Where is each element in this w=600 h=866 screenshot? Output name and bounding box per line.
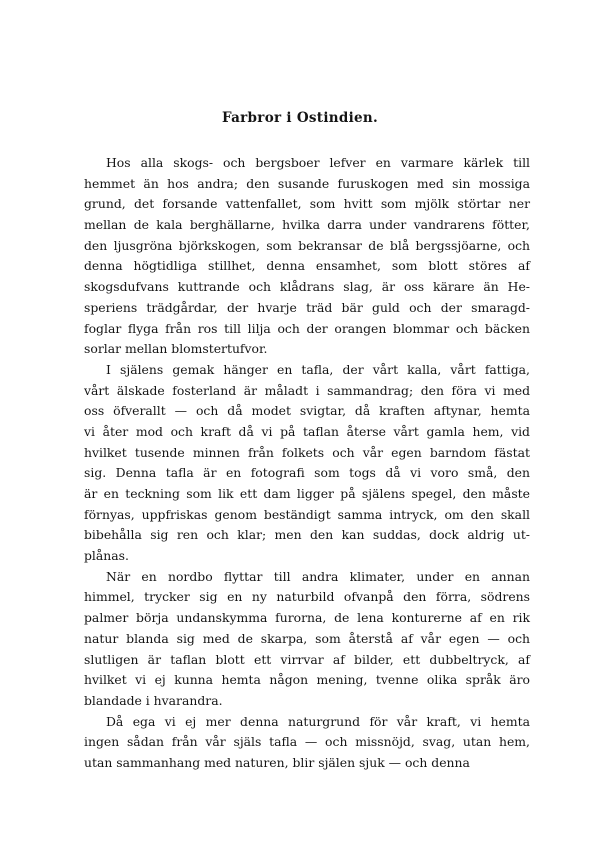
text-line: bibehålla sig ren och klar; men den kan suddas, dock aldrig ut-: [84, 527, 530, 543]
text-line: den ljusgröna björkskogen, som bekransar de blå bergssjöarne, och: [84, 237, 530, 253]
chapter-title: Farbror i Ostindien.: [221, 110, 379, 126]
paragraph: [84, 567, 530, 712]
paragraph: [84, 153, 530, 360]
paragraph: [84, 360, 530, 567]
text-line: hemmet än hos andra; den susande furuskogen med sin mossiga: [84, 175, 530, 191]
text-line: blandade i hvarandra.: [84, 692, 223, 708]
text-line: sorlar mellan blomstertufvor.: [84, 341, 268, 357]
text-line: denna högtidliga stillhet, denna ensamhet, som blott störes af: [84, 258, 530, 274]
text-line: är en teckning som lik ett dam ligger på själens spegel, den måste: [84, 486, 530, 501]
text-line: palmer börja undanskymma furorna, de lena konturerne af en rik: [84, 610, 530, 626]
text-line: himmel, trycker sig en ny naturbild ofvanpå den förra, södrens: [84, 589, 530, 605]
text-line: vi åter mod och kraft då vi på taflan återse vårt gamla hem, vid: [84, 423, 530, 439]
text-line: skogsdufvans kuttrande och klådrans slag, är oss kärare än He-: [84, 279, 530, 295]
text-line: slutligen är taflan blott ett virrvar af bilder, ett dubbeltryck, af: [84, 651, 530, 667]
text-line: I själens gemak hänger en tafla, der vårt kalla, vårt fattiga,: [106, 361, 530, 377]
text-line: foglar flyga från ros till lilja och der orangen blommar och bäcken: [84, 320, 530, 336]
text-line: grund, det forsande vattenfallet, som hvitt som mjölk störtar ner: [84, 196, 530, 212]
text-line: hvilket tusende minnen från folkets och vår egen barndom fästat: [84, 444, 530, 460]
text-line: mellan de kala berghällarne, hvilka darra under vandrarens fötter,: [84, 217, 530, 233]
text-line: utan sammanhang med naturen, blir själen sjuk — och denna: [84, 754, 470, 770]
text-line: sig. Denna tafla är en fotografi som togs då vi voro små, den: [84, 465, 530, 481]
text-line: natur blanda sig med de skarpa, som återstå af vår egen — och: [84, 630, 530, 646]
text-line: vårt älskade fosterland är måladt i sammandrag; den föra vi med: [84, 382, 530, 398]
text-line: plånas.: [84, 548, 129, 564]
text-line: oss öfverallt — och då modet svigtar, då kraften aftynar, hemta: [84, 403, 530, 419]
text-line: När en nordbo flyttar till andra klimater, under en annan: [106, 568, 530, 584]
body-text: [84, 153, 530, 774]
text-line: speriens trädgårdar, der hvarje träd bär guld och der smaragd-: [84, 299, 530, 315]
text-line: Då ega vi ej mer denna naturgrund för vår kraft, vi hemta: [106, 713, 530, 729]
paragraph: [84, 712, 530, 774]
text-line: förnyas, uppfriskas genom beständigt samma intryck, om den skall: [84, 506, 530, 522]
text-line: hvilket vi ej kunna hemta någon mening, tvenne olika språk äro: [84, 672, 530, 688]
text-line: Hos alla skogs- och bergsboer lefver en varmare kärlek till: [106, 155, 530, 170]
text-line: ingen sådan från vår själs tafla — och missnöjd, svag, utan hem,: [84, 734, 530, 750]
